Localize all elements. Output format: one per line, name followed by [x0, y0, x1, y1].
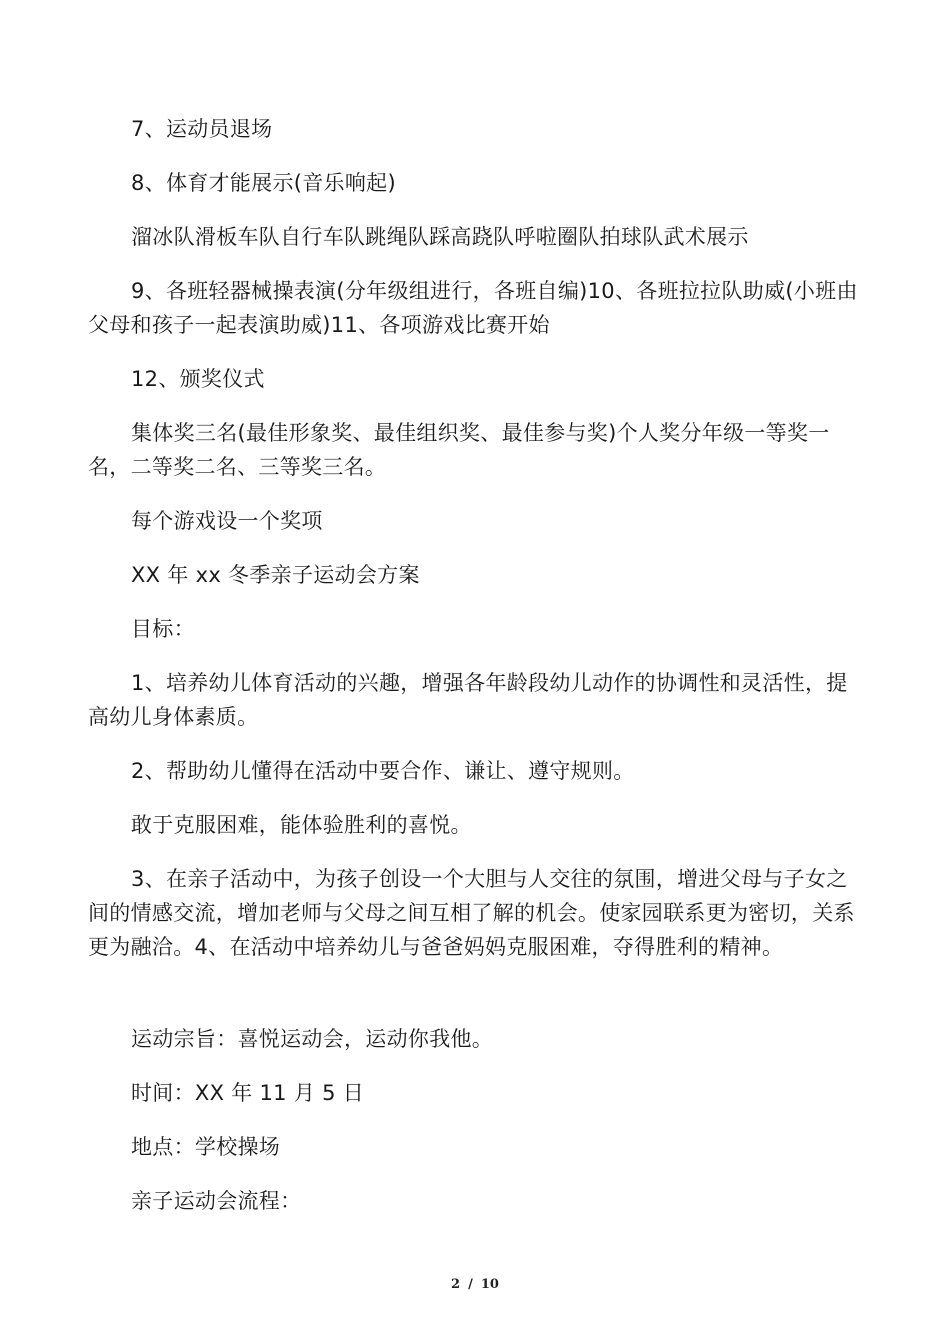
page-separator: / — [468, 1277, 473, 1292]
paragraph-overcome: 敢于克服困难，能体验胜利的喜悦。 — [131, 813, 472, 837]
paragraph-item-12: 12、颁奖仪式 — [131, 367, 265, 391]
paragraph-location: 地点：学校操场 — [131, 1135, 281, 1159]
paragraph-item-7: 7、运动员退场 — [131, 117, 273, 141]
paragraph-sports-teams: 溜冰队滑板车队自行车队跳绳队踩高跷队呼啦圈队拍球队武术展示 — [131, 225, 749, 249]
total-pages-number: 10 — [480, 1277, 499, 1292]
paragraph-game-awards: 每个游戏设一个奖项 — [131, 509, 323, 533]
page-number — [0, 1277, 950, 1292]
paragraph-process-heading: 亲子运动会流程： — [131, 1189, 302, 1213]
paragraph-motto: 运动宗旨：喜悦运动会，运动你我他。 — [131, 1027, 494, 1051]
paragraph-item-9-10-11: 9、各班轻器械操表演(分年级组进行，各班自编)10、各班拉拉队助威(小班由父母和孩子一起表演助威)11、各项游戏比赛开始 — [88, 279, 858, 337]
current-page-number: 2 — [451, 1277, 461, 1292]
paragraph-goal-2: 2、帮助幼儿懂得在活动中要合作、谦让、遵守规则。 — [131, 759, 635, 783]
paragraph-goals-heading: 目标： — [131, 617, 195, 641]
paragraph-goal-1: 1、培养幼儿体育活动的兴趣，增强各年龄段幼儿动作的协调性和灵活性，提高幼儿身体素质。 — [88, 671, 848, 729]
paragraph-awards: 集体奖三名(最佳形象奖、最佳组织奖、最佳参与奖)个人奖分年级一等奖一名，二等奖二名、三等奖三名。 — [88, 421, 830, 479]
paragraph-time: 时间：XX 年 11 月 5 日 — [131, 1081, 365, 1105]
paragraph-goal-3-4: 3、在亲子活动中，为孩子创设一个大胆与人交往的氛围，增进父母与子女之间的情感交流，增加老师与父母之间互相了解的机会。使家园联系更为密切，关系更为融洽。4、在活动中培养幼儿与爸爸妈妈克服困难，夺得胜利的精神。 — [88, 867, 855, 959]
paragraph-plan-title: XX 年 xx 冬季亲子运动会方案 — [131, 563, 420, 587]
paragraph-item-8: 8、体育才能展示(音乐响起) — [131, 171, 396, 195]
